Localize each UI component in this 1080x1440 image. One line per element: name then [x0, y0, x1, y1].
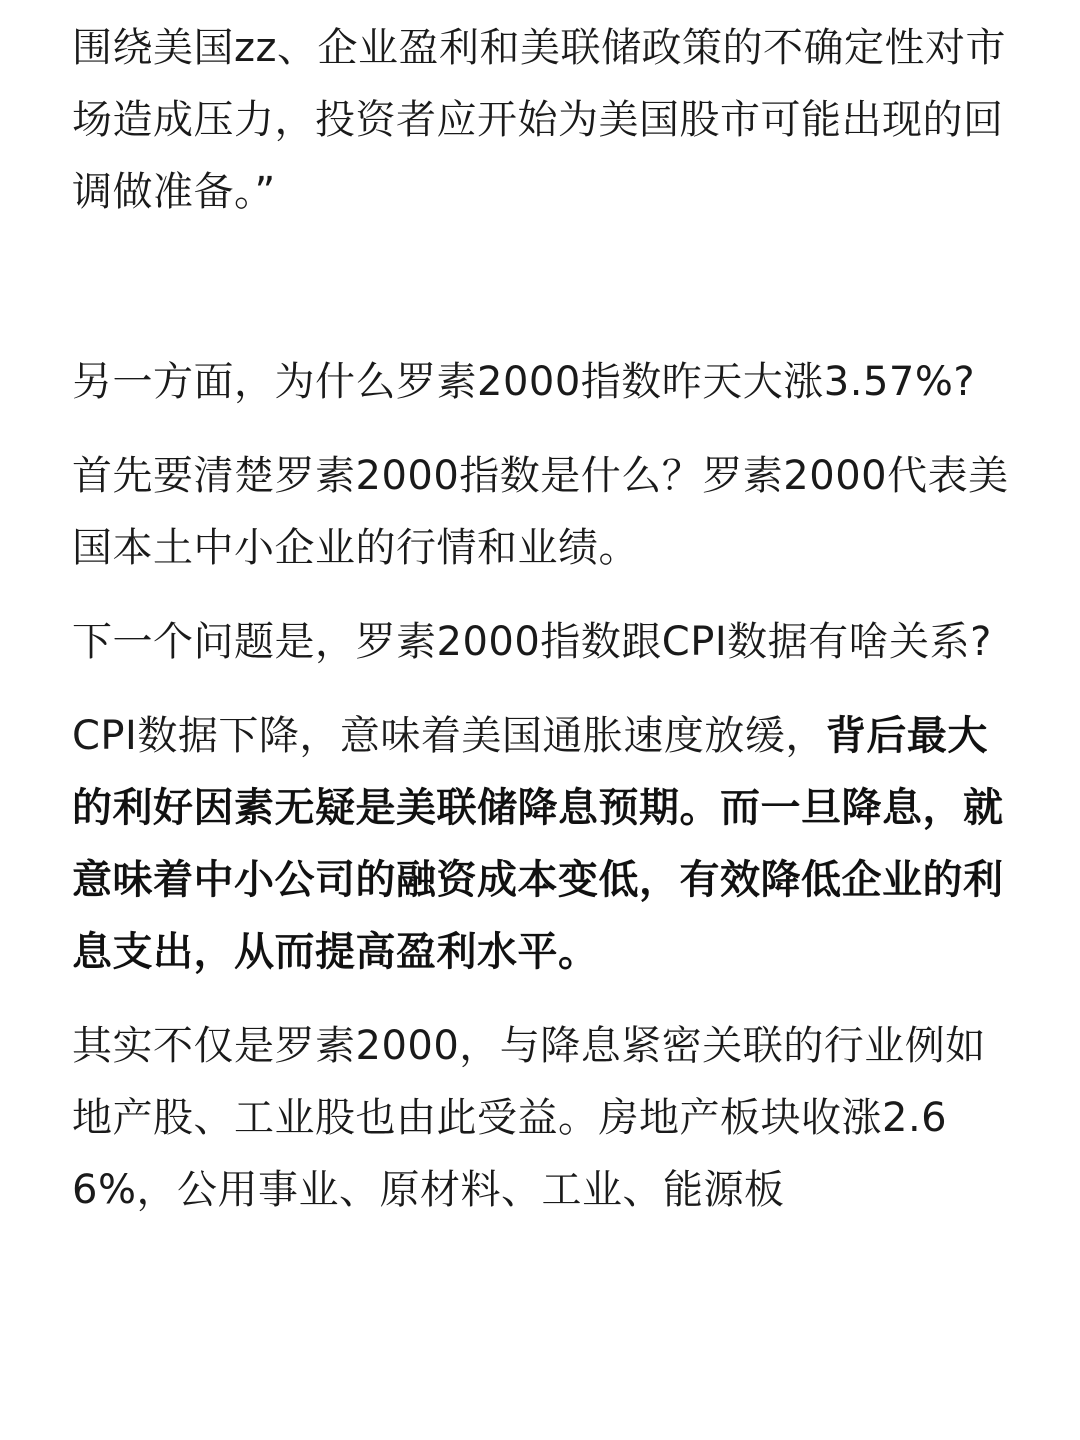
- paragraph-sector-gains: 其实不仅是罗素2000，与降息紧密关联的行业例如地产股、工业股也由此受益。房地产板块收涨2.66%，公用事业、原材料、工业、能源板: [72, 1023, 986, 1213]
- paragraph-russell-definition: 首先要清楚罗素2000指数是什么？罗素2000代表美国本土中小企业的行情和业绩。: [72, 453, 1009, 571]
- paragraph-cpi-bold-text: 背后最大的利好因素无疑是美联储降息预期。而一旦降息，就意味着中小公司的融资成本变低，有效降低企业的利息支出，从而提高盈利水平。: [72, 713, 1004, 975]
- article-body: [72, 12, 1022, 1226]
- paragraph-cpi-question: 下一个问题是，罗素2000指数跟CPI数据有啥关系?: [72, 619, 992, 665]
- paragraph-cpi-explanation: [72, 700, 1022, 988]
- paragraph-cpi-plain-text: CPI数据下降，意味着美国通胀速度放缓，: [72, 713, 826, 759]
- paragraph-market-pressure: 围绕美国zz、企业盈利和美联储政策的不确定性对市场造成压力，投资者应开始为美国股市可能出现的回调做准备。”: [72, 25, 1006, 215]
- paragraph-russell-question: 另一方面，为什么罗素2000指数昨天大涨3.57%?: [72, 359, 976, 405]
